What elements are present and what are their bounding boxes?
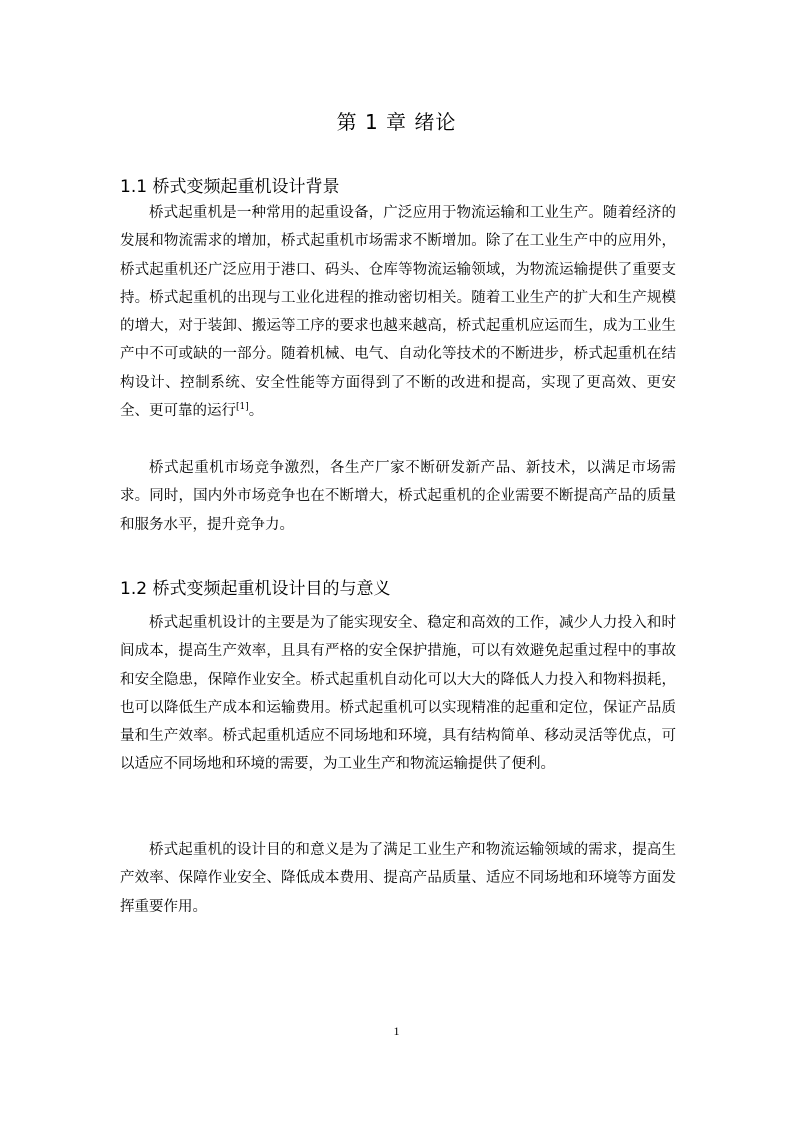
paragraph-purpose-1: 桥式起重机设计的主要是为了能实现安全、稳定和高效的工作，减少人力投入和时间成本，提高生产效率，且具有严格的安全保护措施，可以有效避免起重过程中的事故和安全隐患，保障作业安全。桥式起重机自动化可以大大的降低人力投入和物料损耗，也可以降低生产成本和运输费用。桥式起重机可以实现精准的起重和定位，保证产品质量和生产效率。桥式起重机适应不同场地和环境，具有结构简单、移动灵活等优点，可以适应不同场地和环境的需要，为工业生产和物流运输提供了便利。: [120, 615, 676, 773]
chapter-title: 第 1 章 绪论: [336, 110, 457, 134]
section-heading-1-2: 1.2 桥式变频起重机设计目的与意义: [120, 579, 391, 599]
paragraph-tail: 。: [248, 403, 264, 420]
paragraph-background-2: 桥式起重机市场竞争激烈，各生产厂家不断研发新产品、新技术，以满足市场需求。同时，国内外市场竞争也在不断增大，桥式起重机的企业需要不断提高产品的质量和服务水平，提升竞争力。: [120, 460, 676, 533]
page-number: 1: [393, 1024, 400, 1038]
paragraph-purpose-2: 桥式起重机的设计目的和意义是为了满足工业生产和物流运输领域的需求，提高生产效率、保障作业安全、降低成本费用、提高产品质量、适应不同场地和环境等方面发挥重要作用。: [120, 842, 676, 915]
citation-ref[interactable]: [1]: [236, 402, 249, 413]
section-heading-1-1: 1.1 桥式变频起重机设计背景: [120, 177, 340, 197]
paragraph-background-1: [120, 199, 676, 425]
paragraph-text: 桥式起重机是一种常用的起重设备，广泛应用于物流运输和工业生产。随着经济的发展和物流需求的增加，桥式起重机市场需求不断增加。除了在工业生产中的应用外，桥式起重机还广泛应用于港口、码头、仓库等物流运输领域，为物流运输提供了重要支持。桥式起重机的出现与工业化进程的推动密切相关。随着工业生产的扩大和生产规模的增大，对于装卸、搬运等工序的要求也越来越高，桥式起重机应运而生，成为工业生产中不可或缺的一部分。随着机械、电气、自动化等技术的不断进步，桥式起重机在结构设计、控制系统、安全性能等方面得到了不断的改进和提高，实现了更高效、更安全、更可靠的运行: [120, 205, 676, 420]
